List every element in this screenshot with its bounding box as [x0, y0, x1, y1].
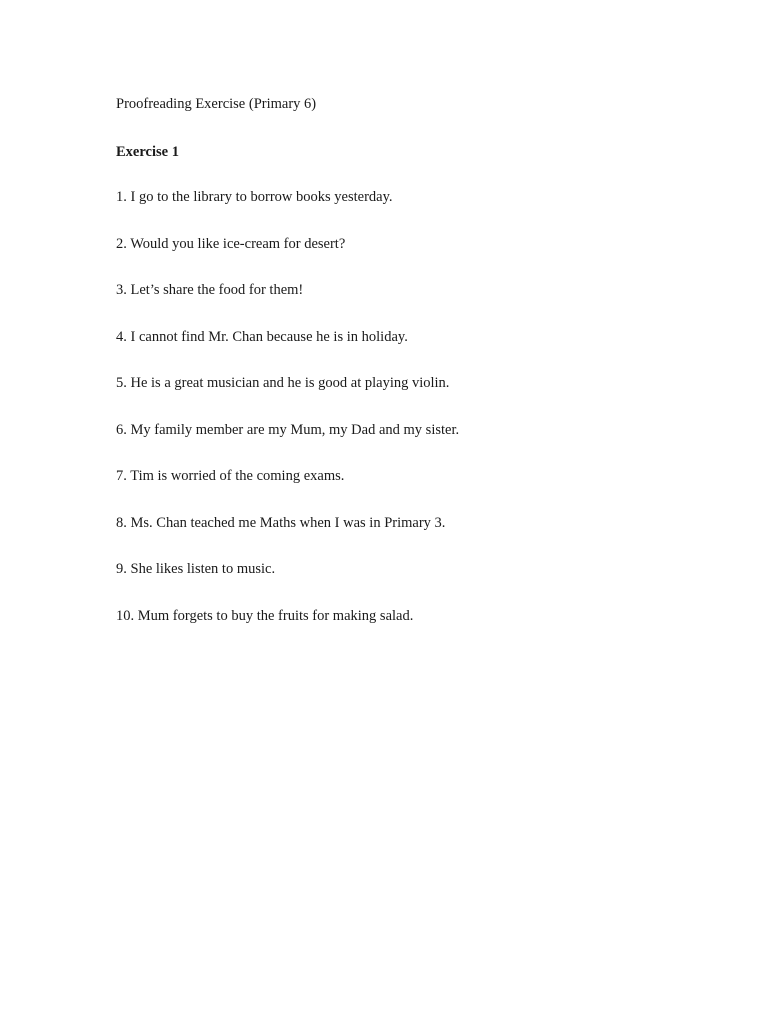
sentence-3: 3. Let’s share the food for them!	[116, 282, 304, 298]
sentence-5: 5. He is a great musician and he is good at playing violin.	[116, 375, 450, 391]
sentence-6: 6. My family member are my Mum, my Dad and my sister.	[116, 421, 460, 438]
sentence-2: 2. Would you like ice-cream for desert?	[116, 235, 346, 252]
sentence-7: 7. Tim is worried of the coming exams.	[116, 468, 345, 484]
document-title: Proofreading Exercise (Primary 6)	[116, 96, 317, 112]
sentence-9: 9. She likes listen to music.	[116, 561, 276, 577]
sentence-4: 4. I cannot find Mr. Chan because he is in holiday.	[116, 328, 408, 345]
exercise-heading: Exercise 1	[116, 144, 179, 160]
sentence-1: 1. I go to the library to borrow books yesterday.	[116, 189, 393, 205]
sentence-list	[116, 190, 459, 655]
sentence-8: 8. Ms. Chan teached me Maths when I was in Primary 3.	[116, 514, 446, 531]
sentence-10: 10. Mum forgets to buy the fruits for making salad.	[116, 607, 414, 624]
